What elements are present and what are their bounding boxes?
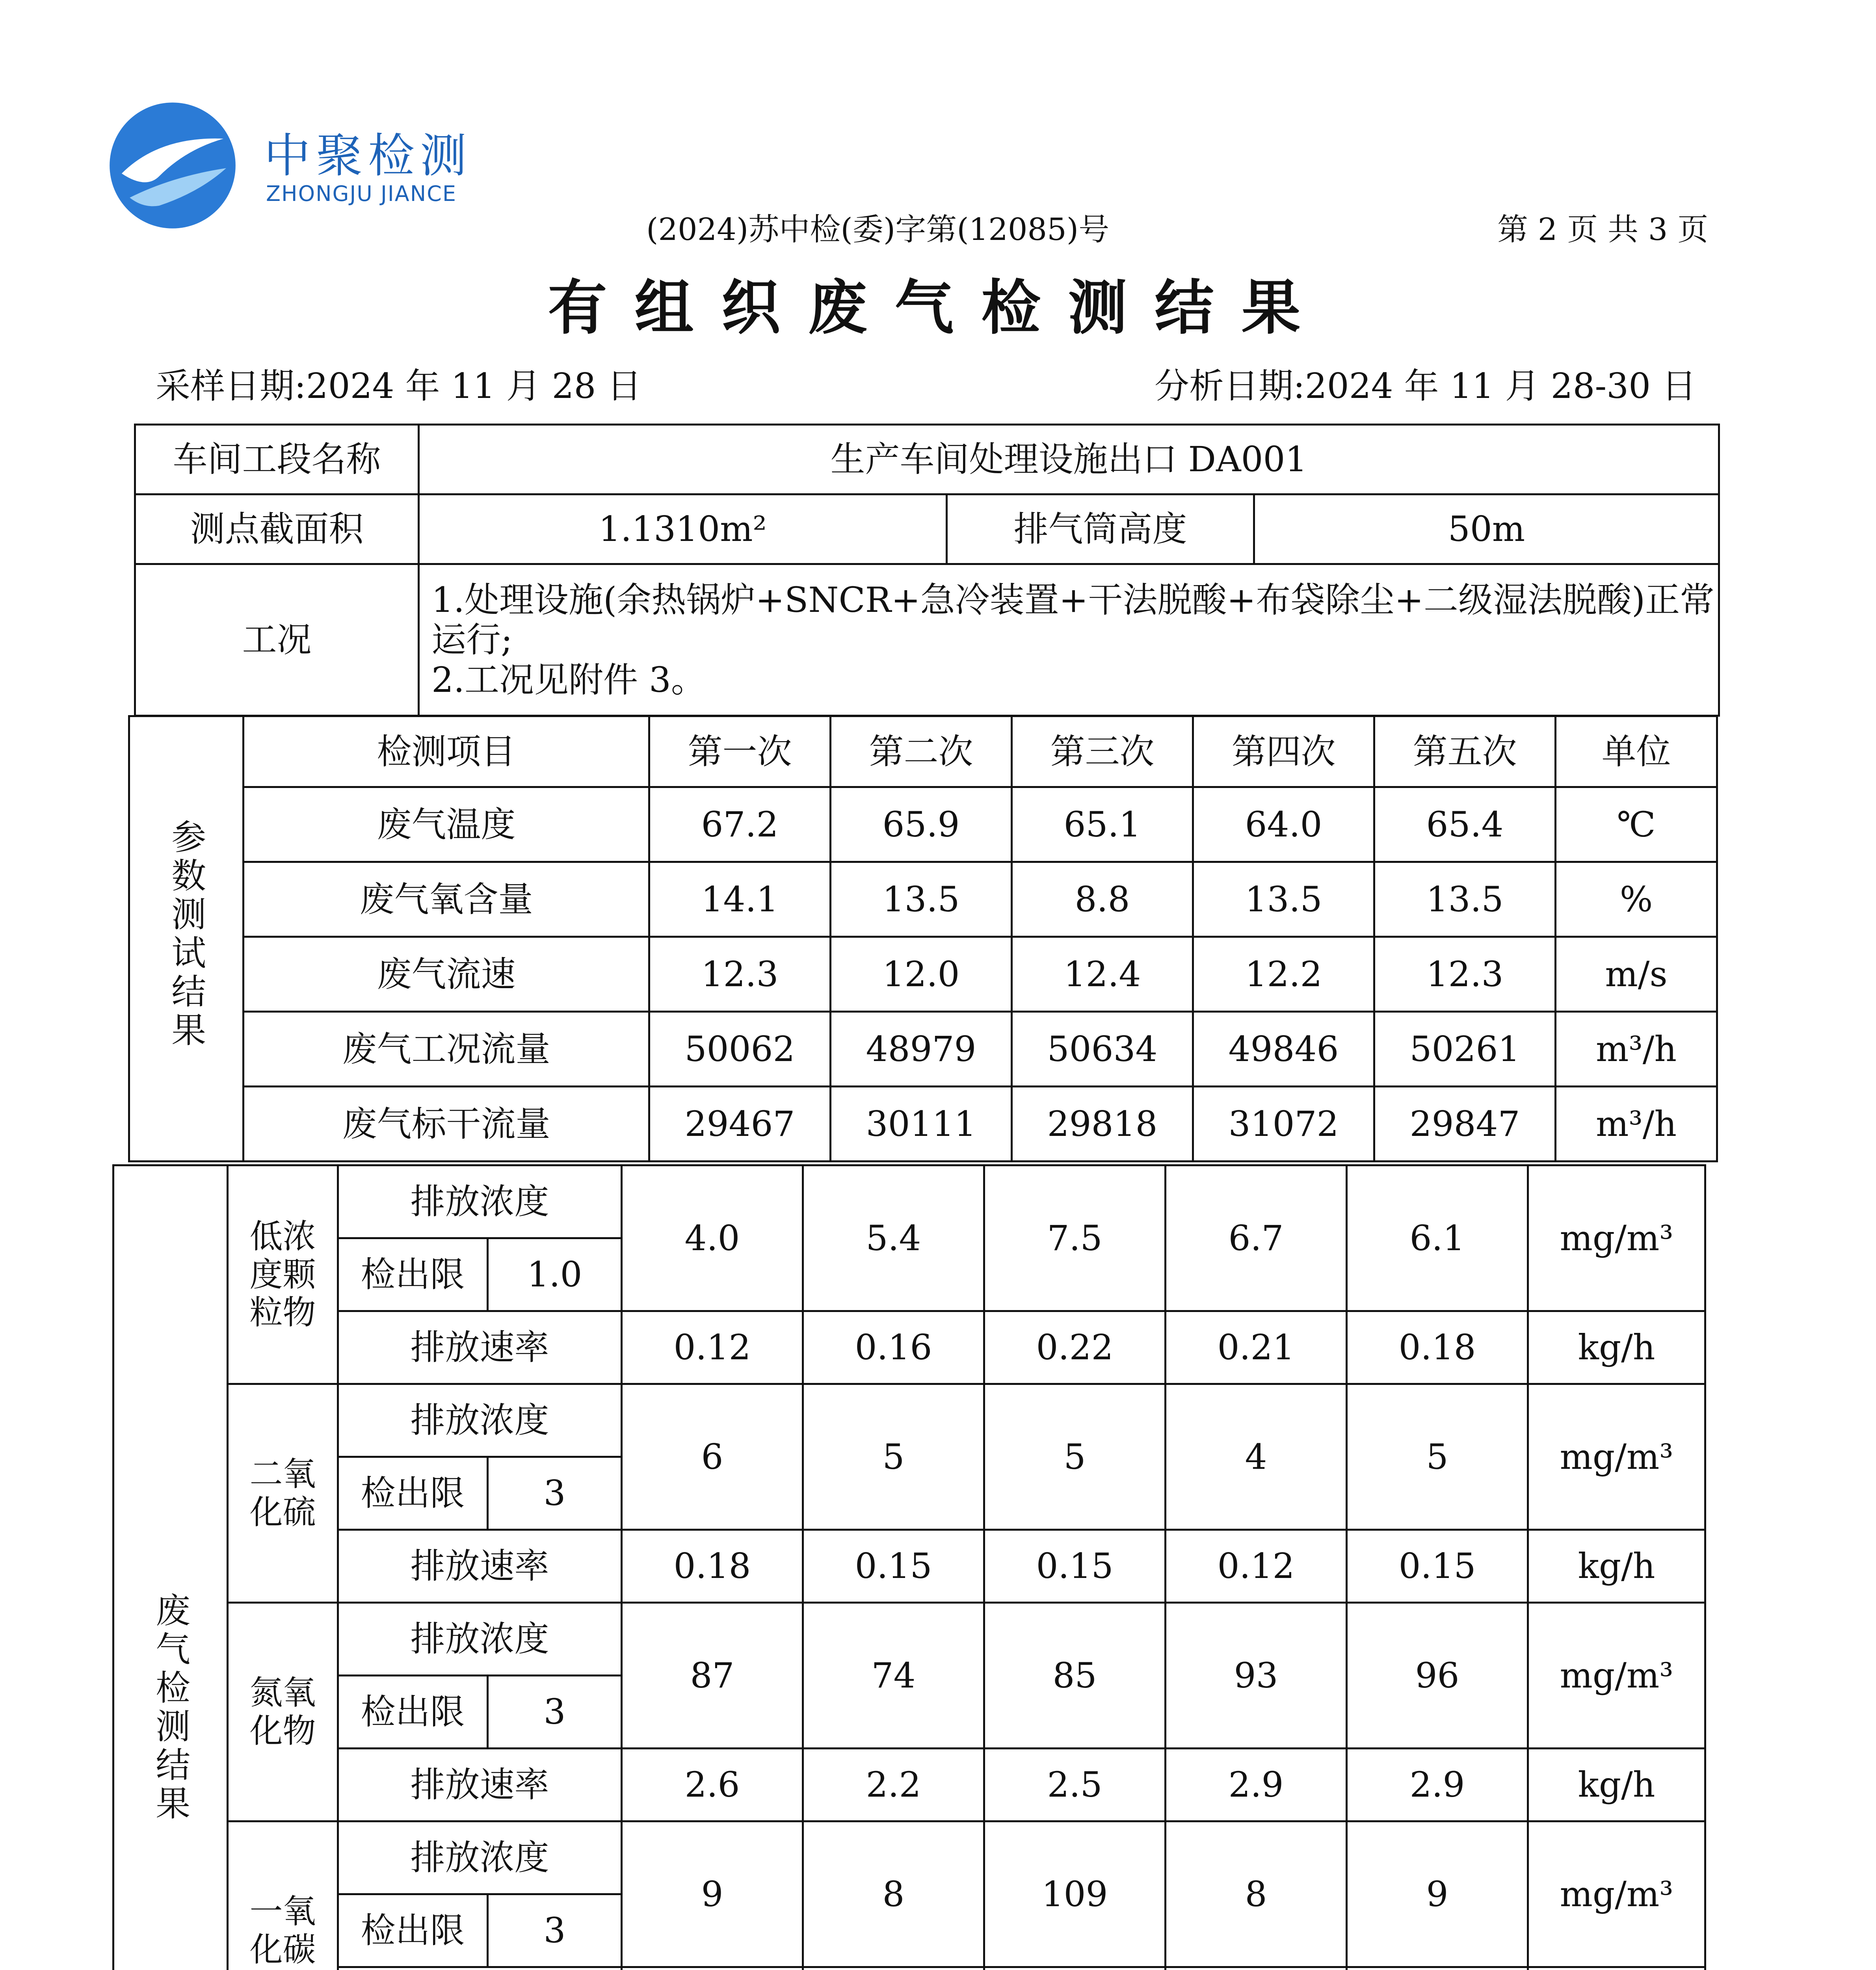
rate-value: 0.22 — [984, 1311, 1166, 1384]
param-value: 29467 — [649, 1087, 831, 1162]
parameter-table — [128, 715, 1718, 1162]
param-unit: ℃ — [1556, 787, 1717, 862]
brand-name-cn: 中聚检测 — [264, 128, 472, 183]
table-row — [129, 1087, 1717, 1162]
table-row — [113, 1603, 1705, 1676]
limit-value: 3 — [488, 1676, 622, 1749]
rate-value: 2.9 — [1166, 1749, 1347, 1821]
analysis-date: 分析日期:2024 年 11 月 28-30 日 — [1155, 366, 1697, 406]
table-row — [129, 862, 1717, 937]
table-row — [129, 937, 1717, 1012]
param-value: 8.8 — [1012, 862, 1193, 937]
param-value: 50634 — [1012, 1012, 1193, 1087]
param-value: 31072 — [1193, 1087, 1374, 1162]
table-row — [113, 1165, 1705, 1238]
table-row — [129, 787, 1717, 862]
rate-value: 0.15 — [803, 1530, 984, 1603]
param-value: 67.2 — [649, 787, 831, 862]
conc-value: 5 — [1347, 1384, 1528, 1530]
rate-value — [1166, 1967, 1347, 1970]
conc-unit: mg/m³ — [1528, 1603, 1705, 1749]
rate-label: 排放速率 — [338, 1311, 622, 1384]
condition-label: 工况 — [135, 564, 419, 716]
param-value: 30111 — [831, 1087, 1012, 1162]
param-value: 48979 — [831, 1012, 1012, 1087]
rate-value: 0.12 — [622, 1311, 803, 1384]
conc-value: 6.7 — [1166, 1165, 1347, 1311]
rate-value: 0.15 — [984, 1530, 1166, 1603]
header-unit: 单位 — [1556, 716, 1717, 787]
rate-unit: kg/h — [1528, 1530, 1705, 1603]
conc-unit: mg/m³ — [1528, 1821, 1705, 1967]
param-value: 29818 — [1012, 1087, 1193, 1162]
header-run-4: 第四次 — [1193, 716, 1374, 787]
pollutant-name: 一氧化碳 — [228, 1821, 338, 1970]
stack-height-label: 排气筒高度 — [947, 494, 1254, 564]
rate-value: 0.21 — [1166, 1311, 1347, 1384]
company-logo — [106, 98, 240, 232]
table-header-row — [129, 716, 1717, 787]
conc-value: 93 — [1166, 1603, 1347, 1749]
param-name: 废气工况流量 — [244, 1012, 649, 1087]
area-value: 1.1310m² — [419, 494, 947, 564]
conc-value: 4.0 — [622, 1165, 803, 1311]
conc-value: 96 — [1347, 1603, 1528, 1749]
param-unit: m³/h — [1556, 1087, 1717, 1162]
conc-value: 8 — [803, 1821, 984, 1967]
param-value: 12.3 — [1374, 937, 1556, 1012]
rate-value: 0.12 — [1166, 1530, 1347, 1603]
param-value: 12.0 — [831, 937, 1012, 1012]
rate-label — [338, 1967, 622, 1970]
rate-value: 2.9 — [1347, 1749, 1528, 1821]
conc-value: 7.5 — [984, 1165, 1166, 1311]
conc-label: 排放浓度 — [338, 1384, 622, 1457]
conc-label: 排放浓度 — [338, 1603, 622, 1676]
param-unit: m³/h — [1556, 1012, 1717, 1087]
section-label: 车间工段名称 — [135, 425, 419, 494]
conc-value: 5.4 — [803, 1165, 984, 1311]
param-value: 65.1 — [1012, 787, 1193, 862]
table-row — [135, 494, 1719, 564]
conc-value: 87 — [622, 1603, 803, 1749]
rate-unit: kg/h — [1528, 1311, 1705, 1384]
conc-unit: mg/m³ — [1528, 1384, 1705, 1530]
rate-unit — [1528, 1967, 1705, 1970]
sampling-date: 采样日期:2024 年 11 月 28 日 — [156, 366, 642, 406]
conc-value: 8 — [1166, 1821, 1347, 1967]
document-title: 有组织废气检测结果 — [548, 273, 1328, 342]
stack-height-value: 50m — [1254, 494, 1719, 564]
limit-value: 1.0 — [488, 1238, 622, 1311]
rate-value — [984, 1967, 1166, 1970]
limit-value: 3 — [488, 1894, 622, 1967]
table-row — [113, 1530, 1705, 1603]
rate-value: 2.5 — [984, 1749, 1166, 1821]
conc-value: 109 — [984, 1821, 1166, 1967]
table-row — [113, 1311, 1705, 1384]
conc-label: 排放浓度 — [338, 1821, 622, 1894]
rate-value: 0.16 — [803, 1311, 984, 1384]
param-value: 65.9 — [831, 787, 1012, 862]
area-label: 测点截面积 — [135, 494, 419, 564]
conc-value: 5 — [984, 1384, 1166, 1530]
params-group-label: 参数测试结果 — [129, 716, 244, 1162]
rate-value: 0.18 — [1347, 1311, 1528, 1384]
param-name: 废气流速 — [244, 937, 649, 1012]
param-value: 13.5 — [1193, 862, 1374, 937]
rate-unit: kg/h — [1528, 1749, 1705, 1821]
condition-line-1: 1.处理设施(余热锅炉+SNCR+急冷装置+干法脱酸+布袋除尘+二级湿法脱酸)正常运行; — [431, 580, 1715, 660]
table-row — [135, 564, 1719, 716]
header-run-3: 第三次 — [1012, 716, 1193, 787]
limit-label: 检出限 — [338, 1676, 488, 1749]
rate-label: 排放速率 — [338, 1530, 622, 1603]
param-unit: m/s — [1556, 937, 1717, 1012]
param-value: 64.0 — [1193, 787, 1374, 862]
table-row — [113, 1384, 1705, 1457]
conc-value: 9 — [1347, 1821, 1528, 1967]
param-value: 49846 — [1193, 1012, 1374, 1087]
results-group-label: 废气检测结果 — [113, 1165, 228, 1970]
header-item: 检测项目 — [244, 716, 649, 787]
rate-label: 排放速率 — [338, 1749, 622, 1821]
limit-label: 检出限 — [338, 1894, 488, 1967]
param-name: 废气氧含量 — [244, 862, 649, 937]
param-value: 29847 — [1374, 1087, 1556, 1162]
header-run-5: 第五次 — [1374, 716, 1556, 787]
conc-value: 5 — [803, 1384, 984, 1530]
condition-text — [419, 564, 1719, 716]
conc-value: 6 — [622, 1384, 803, 1530]
rate-value: 0.18 — [622, 1530, 803, 1603]
rate-value: 0.15 — [1347, 1530, 1528, 1603]
table-row — [135, 425, 1719, 494]
conc-value: 9 — [622, 1821, 803, 1967]
table-row — [113, 1749, 1705, 1821]
header-run-2: 第二次 — [831, 716, 1012, 787]
limit-value: 3 — [488, 1457, 622, 1530]
rate-value — [803, 1967, 984, 1970]
conc-value: 85 — [984, 1603, 1166, 1749]
pollutant-name: 低浓度颗粒物 — [228, 1165, 338, 1384]
header-run-1: 第一次 — [649, 716, 831, 787]
param-value: 14.1 — [649, 862, 831, 937]
condition-line-2: 2.工况见附件 3。 — [431, 659, 706, 700]
pollutant-name: 氮氧化物 — [228, 1603, 338, 1821]
table-row — [113, 1967, 1705, 1970]
rate-value — [1347, 1967, 1528, 1970]
limit-label: 检出限 — [338, 1457, 488, 1530]
param-value: 12.2 — [1193, 937, 1374, 1012]
info-table — [134, 424, 1720, 717]
table-row — [113, 1821, 1705, 1894]
brand-name-en: ZHONGJU JIANCE — [266, 181, 457, 206]
conc-label: 排放浓度 — [338, 1165, 622, 1238]
param-value: 50261 — [1374, 1012, 1556, 1087]
report-number: (2024)苏中检(委)字第(12085)号 — [646, 212, 1110, 247]
param-value: 65.4 — [1374, 787, 1556, 862]
param-value: 12.4 — [1012, 937, 1193, 1012]
conc-value: 4 — [1166, 1384, 1347, 1530]
param-name: 废气标干流量 — [244, 1087, 649, 1162]
section-value: 生产车间处理设施出口 DA001 — [419, 425, 1719, 494]
param-unit: % — [1556, 862, 1717, 937]
conc-value: 74 — [803, 1603, 984, 1749]
rate-value: 2.6 — [622, 1749, 803, 1821]
page-number: 第 2 页 共 3 页 — [1497, 212, 1709, 247]
pollutant-name: 二氧化硫 — [228, 1384, 338, 1603]
limit-label: 检出限 — [338, 1238, 488, 1311]
rate-value — [622, 1967, 803, 1970]
param-value: 13.5 — [831, 862, 1012, 937]
param-value: 50062 — [649, 1012, 831, 1087]
param-value: 13.5 — [1374, 862, 1556, 937]
conc-value: 6.1 — [1347, 1165, 1528, 1311]
param-value: 12.3 — [649, 937, 831, 1012]
conc-unit: mg/m³ — [1528, 1165, 1705, 1311]
emission-results-table — [112, 1164, 1706, 1970]
param-name: 废气温度 — [244, 787, 649, 862]
rate-value: 2.2 — [803, 1749, 984, 1821]
table-row — [129, 1012, 1717, 1087]
